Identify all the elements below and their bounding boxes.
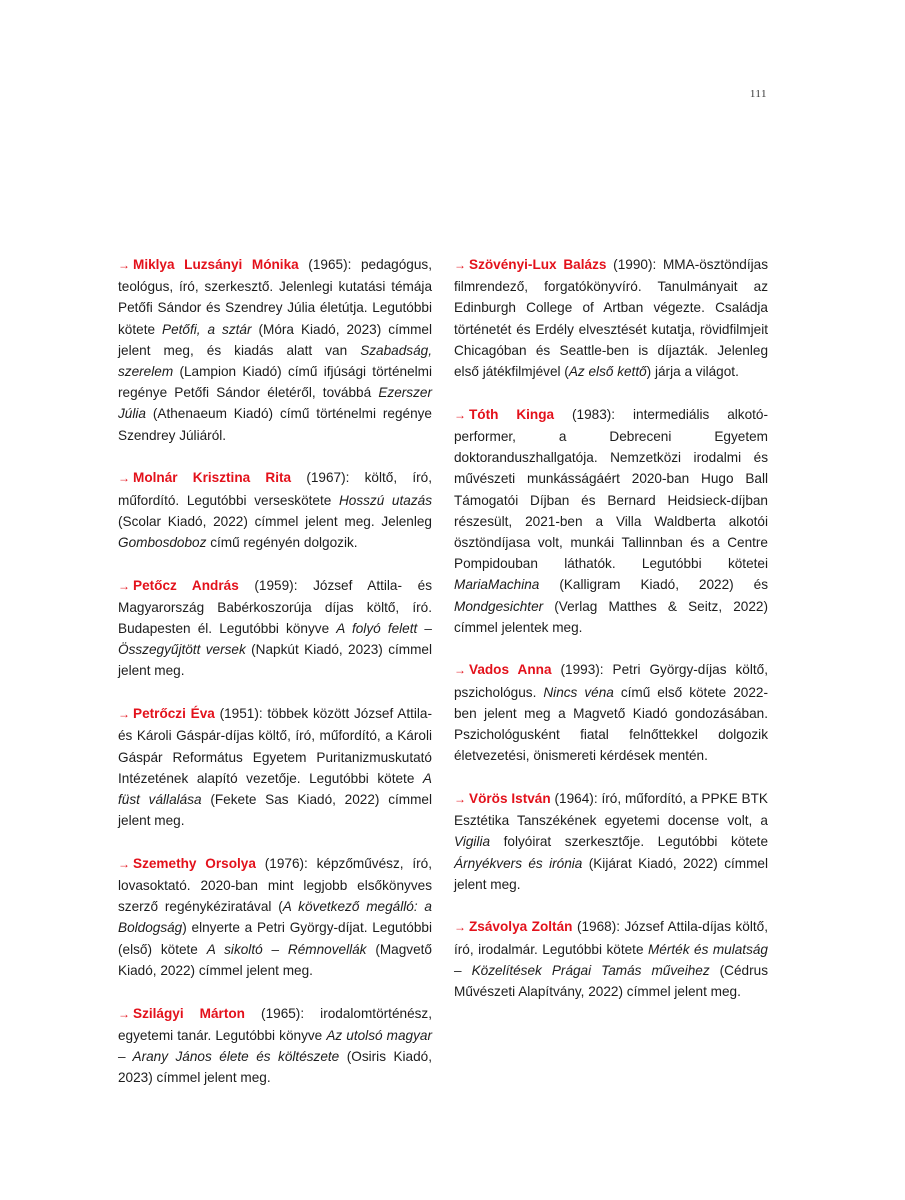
book-title: Nincs véna — [543, 684, 614, 700]
bio-text: ) járja a világot. — [646, 364, 739, 380]
arrow-right-icon: → — [118, 578, 130, 593]
book-title: Gombosdoboz — [118, 534, 207, 550]
bio-text: (Scolar Kiadó, 2022) címmel jelent meg. Jelenleg — [118, 513, 432, 529]
book-title: MariaMachina — [454, 577, 540, 593]
bio-text: című első kötete 2022-ben jelent meg a Magvető Kiadó gondozásában. Pszichológusként fiatal felnőttekkel dolgozik életvezetési, önismereti kérdések mentén. — [454, 684, 768, 764]
bio-text: (Osiris Kiadó, 2023) címmel jelent meg. — [118, 1049, 433, 1086]
bio-text: (Móra Kiadó, 2023) címmel jelent meg, és kiadás alatt van — [118, 321, 433, 358]
bio-text: (Cédrus Művészeti Alapítvány, 2022) címmel jelent meg. — [454, 962, 768, 1000]
contributor-name: Vörös István — [469, 790, 551, 806]
book-title: Mérték és mulatság – Közelítések Prágai Tamás műveihez — [454, 941, 768, 978]
contributor-entry — [118, 467, 432, 553]
book-title: Petőfi, a sztár — [162, 321, 252, 337]
contributor-entry — [454, 916, 768, 1002]
contributor-entry — [118, 703, 432, 831]
bio-text: (Lampion Kiadó) című ifjúsági történelmi regénye Petőfi Sándor életéről, továbbá — [118, 364, 432, 401]
bio-text: (Verlag Matthes & Seitz, 2022) címmel jelentek meg. — [454, 598, 768, 635]
bio-text: ) elnyerte a Petri György-díjat. Legutóbbi (első) kötete — [118, 920, 432, 957]
arrow-right-icon: → — [454, 663, 466, 678]
contributor-entry — [118, 853, 432, 981]
book-title: A folyó felett – Összegyűjtött versek — [118, 621, 432, 658]
contributor-entry — [454, 788, 768, 895]
contributor-entry — [454, 659, 768, 766]
contributor-entry — [118, 575, 432, 682]
contributor-name: Tóth Kinga — [469, 406, 555, 422]
book-title: Ezerszer Júlia — [118, 385, 432, 422]
bio-text: (1951): többek között József Attila- és Károli Gáspár-díjas költő, író, műfordító, a Károli Gáspár Református Egyetem Puritanizmuskutató Intézetének alapító vezetője. Legutóbbi kötete — [118, 706, 432, 786]
contributor-name: Petőcz András — [133, 577, 239, 593]
book-title: Árnyékvers és irónia — [454, 855, 583, 871]
arrow-right-icon: → — [454, 407, 466, 422]
bio-text: (1976): képzőművész, író, lovasoktató. 2020-ban mint legjobb elsőkönyves szerző regénykéziratával ( — [118, 855, 432, 915]
bio-text: (1964): író, műfordító, a PPKE BTK Esztétika Tanszékének egyetemi docense volt, a — [454, 790, 768, 829]
contributor-entry — [118, 254, 432, 446]
arrow-right-icon: → — [454, 791, 466, 806]
bio-text: (1965): pedagógus, teológus, író, szerkesztő. Jelenlegi kutatási témája Petőfi Sándor és Szendrey Júlia életútja. Legutóbbi kötete — [118, 257, 433, 337]
contributor-name: Petrőczi Éva — [133, 706, 215, 722]
bio-text: (1968): József Attila-díjas költő, író, irodalmár. Legutóbbi kötete — [454, 919, 768, 957]
contributor-name: Miklya Luzsányi Mónika — [133, 257, 299, 272]
contributor-entry — [454, 254, 768, 382]
bio-text: (Napkút Kiadó, 2023) címmel jelent meg. — [118, 642, 432, 679]
page-number: 111 — [749, 88, 767, 100]
bio-text: (1993): Petri György-díjas költő, pszichológus. — [454, 662, 768, 700]
arrow-right-icon: → — [118, 856, 130, 871]
bio-text: (1990): MMA-ösztöndíjas filmrendező, forgatókönyvíró. Tanulmányait az Edinburgh College of Artban végezte. Családja történetét és Erdély elvesztését kutatja, rövidfilmjeit Chicagóban és Seattle-ben is díjazták. Jelenleg első játékfilmjével ( — [454, 257, 768, 380]
contributor-name: Szövényi-Lux Balázs — [469, 257, 607, 272]
arrow-right-icon: → — [118, 1006, 130, 1021]
bio-text: (1983): intermediális alkotó-performer, a Debreceni Egyetem doktoranduszhallgatója. Nemzetközi irodalmi és művészeti munkásságáért 2020-ban Hugo Ball Támogatói Díjban és Bernard Heidsieck-díjban részesült, 2021-ben a Villa Waldberta alkotói ösztöndíjasa volt, munkái Tallinnban és a Centre Pompidouban láthatók. Legutóbbi kötetei — [454, 406, 768, 572]
arrow-right-icon: → — [118, 707, 130, 722]
contributor-name: Molnár Krisztina Rita — [133, 470, 292, 486]
bio-text: (Fekete Sas Kiadó, 2022) címmel jelent meg. — [118, 791, 432, 829]
arrow-right-icon: → — [118, 258, 130, 272]
bio-text: (1965): irodalomtörténész, egyetemi tanár. Legutóbbi könyve — [118, 1005, 432, 1043]
book-title: Az első kettő — [568, 364, 647, 380]
contributor-name: Szemethy Orsolya — [133, 855, 256, 871]
book-title: Szabadság, szerelem — [118, 342, 432, 380]
book-title: Az utolsó magyar – Arany János élete és költészete — [118, 1027, 432, 1064]
bio-text: folyóirat szerkesztője. Legutóbbi kötete — [490, 834, 768, 850]
contributors-columns — [118, 254, 768, 1110]
bio-text: (1959): József Attila- és Magyarország Babérkoszorúja díjas költő, író. Budapesten él. Legutóbbi könyve — [118, 577, 433, 637]
bio-text: (Magvető Kiadó, 2022) címmel jelent meg. — [118, 941, 432, 978]
bio-text: (Kijárat Kiadó, 2022) címmel jelent meg. — [454, 855, 768, 892]
bio-text: (Kalligram Kiadó, 2022) és — [539, 577, 768, 593]
contributor-name: Szilágyi Márton — [133, 1005, 245, 1021]
bio-text: című regényén dolgozik. — [206, 534, 358, 550]
book-title: A sikoltó – Rémnovellák — [206, 941, 367, 957]
contributor-name: Zsávolya Zoltán — [469, 919, 573, 935]
book-title: Hosszú utazás — [338, 492, 432, 508]
bio-text: (Athenaeum Kiadó) című történelmi regénye Szendrey Júliáról. — [118, 406, 432, 443]
book-title: Mondgesichter — [454, 598, 544, 614]
arrow-right-icon: → — [454, 258, 466, 272]
bio-text: (1967): költő, író, műfordító. Legutóbbi verseskötete — [118, 470, 432, 508]
arrow-right-icon: → — [454, 920, 466, 935]
left-column — [118, 254, 432, 1110]
right-column — [454, 254, 768, 1110]
contributor-entry — [454, 404, 768, 638]
contributor-entry — [118, 1003, 432, 1089]
book-title: A következő megálló: a Boldogság — [118, 899, 432, 936]
book-title: A füst vállalása — [118, 770, 432, 807]
arrow-right-icon: → — [118, 471, 130, 486]
book-title: Vigilia — [454, 834, 491, 850]
contributor-name: Vados Anna — [469, 662, 552, 678]
